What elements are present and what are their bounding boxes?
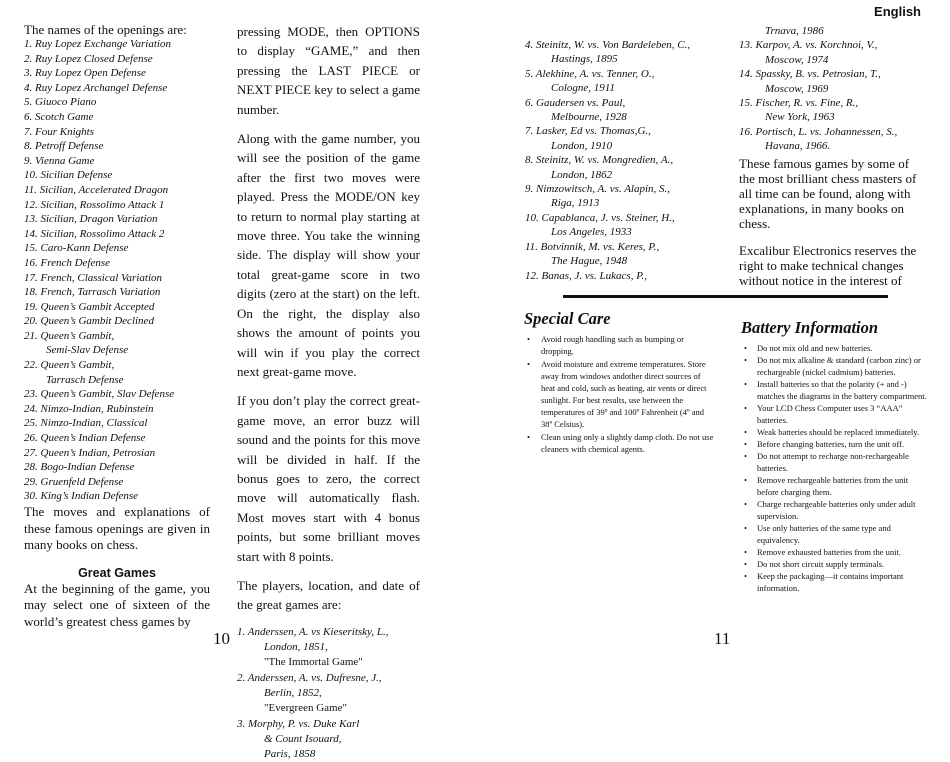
special-care-title: Special Care [524, 309, 611, 328]
list-item: • Install batteries so that the polarity (+ and -) matches the diagrams in the battery compartment. [741, 378, 931, 402]
list-item: • Clean using only a slightly damp cloth. Do not use cleaners with chemical agents. [524, 431, 714, 455]
list-item: • Use only batteries of the same type and equivalency. [741, 522, 931, 546]
game-item-detail: London, 1910 [551, 139, 613, 152]
opening-item: 11. Sicilian, Accelerated Dragon [24, 183, 169, 196]
list-item: • Do not attempt to recharge non-rechargeable batteries. [741, 450, 931, 474]
game-item: 1. Anderssen, A. vs Kieseritsky, L., [237, 625, 389, 638]
opening-item: 9. Vienna Game [24, 154, 95, 167]
page-number-10: 10 [213, 629, 230, 648]
game-item: 6. Gaudersen vs. Paul, [525, 96, 626, 109]
battery-info-list [741, 342, 931, 594]
list-item: • Before changing batteries, turn the unit off. [741, 438, 931, 450]
list-item: • Your LCD Chess Computer uses 3 “AAA” batteries. [741, 402, 931, 426]
opening-item: 14. Sicilian, Rossolimo Attack 2 [24, 227, 165, 240]
opening-item: 5. Giuoco Piano [24, 96, 97, 109]
game-item: 9. Nimzowitsch, A. vs. Alapin, S., [525, 183, 671, 196]
games-summary: These famous games by some of the most brilliant chess masters of all time can be found, along with explanations, in many books on chess. [739, 155, 917, 231]
list-item: • Weak batteries should be replaced immediately. [741, 426, 931, 438]
opening-item: 21. Queen’s Gambit, [24, 329, 115, 342]
game-item-detail: Paris, 1858 [264, 748, 316, 761]
game-item: 2. Anderssen, A. vs. Dufresne, J., [237, 671, 382, 684]
opening-item: 8. Petroff Defense [24, 140, 104, 153]
game-item-detail: Los Angeles, 1933 [551, 226, 632, 239]
game-item: 11. Botvinnik, M. vs. Keres, P., [525, 240, 660, 253]
opening-item-continued: Semi-Slav Defense [46, 344, 129, 357]
page11-column1 [525, 38, 735, 283]
openings-list [24, 37, 210, 504]
special-care-section [524, 310, 714, 456]
list-item: • Charge rechargeable batteries only under adult supervision. [741, 498, 931, 522]
section-divider [563, 295, 888, 298]
game-item-detail: London, 1862 [551, 168, 613, 181]
game-item: 8. Steinitz, W. vs. Mongredien, A., [525, 154, 674, 167]
page11-column2 [739, 24, 919, 288]
opening-item: 6. Scotch Game [24, 110, 94, 123]
game-item: 14. Spassky, B. vs. Petrosian, T., [739, 68, 881, 81]
opening-item: 26. Queen’s Indian Defense [24, 432, 146, 445]
great-games-players-intro: The players, location, and date of the great games are: [237, 577, 420, 613]
game-item-detail: Moscow, 1969 [765, 82, 829, 95]
game-item-detail: Riga, 1913 [551, 197, 600, 210]
game-item-detail: Cologne, 1911 [551, 82, 615, 95]
game-item-nickname: "The Immortal Game" [264, 656, 363, 669]
opening-item: 4. Ruy Lopez Archangel Defense [24, 81, 168, 94]
great-games-list [237, 625, 420, 762]
list-item: • Remove exhausted batteries from the unit. [741, 546, 931, 558]
game-item-detail: Moscow, 1974 [765, 53, 829, 66]
game-item: 10. Capablanca, J. vs. Steiner, H., [525, 211, 675, 224]
page10-column1 [24, 22, 210, 630]
opening-item: 27. Queen’s Indian, Petrosian [24, 446, 156, 459]
game-item: 3. Morphy, P. vs. Duke Karl [237, 717, 360, 730]
opening-item: 13. Sicilian, Dragon Variation [24, 213, 158, 226]
game-item: 12. Banas, J. vs. Lukacs, P., [525, 269, 648, 282]
opening-item: 24. Nimzo-Indian, Rubinstein [24, 402, 154, 415]
opening-item: 23. Queen’s Gambit, Slav Defense [24, 388, 175, 401]
list-item: • Keep the packaging—it contains important information. [741, 570, 931, 594]
game-item-detail: Berlin, 1852, [264, 686, 322, 699]
game-item-detail: The Hague, 1948 [551, 255, 628, 268]
opening-item: 25. Nimzo-Indian, Classical [24, 417, 148, 430]
list-item: • Do not short circuit supply terminals. [741, 558, 931, 570]
list-item: • Do not mix alkaline & standard (carbon zinc) or rechargeable (nickel cadmium) batteries. [741, 354, 931, 378]
game-item-detail: Hastings, 1895 [551, 53, 618, 66]
page10-column2 [237, 22, 420, 762]
game-item-detail: London, 1851, [264, 641, 328, 654]
game-item-detail: Melbourne, 1928 [551, 111, 627, 124]
opening-item: 12. Sicilian, Rossolimo Attack 1 [24, 198, 165, 211]
game-item: 16. Portisch, L. vs. Johannessen, S., [739, 125, 898, 138]
list-item: • Avoid moisture and extreme temperatures. Store away from windows andother direct sources of heat and cold, such as heating, air vents or direct sunlight. For best results, use between the temperatures of 39º and 100º Fahrenheit (4º and 38º Celsius). [524, 358, 714, 430]
opening-item: 15. Caro-Kann Defense [24, 242, 129, 255]
game-item: 4. Steinitz, W. vs. Von Bardeleben, C., [525, 39, 691, 51]
opening-item-continued: Tarrasch Defense [46, 373, 124, 386]
opening-item: 18. French, Tarrasch Variation [24, 286, 161, 299]
opening-item: 29. Gruenfeld Defense [24, 475, 124, 488]
game-item-nickname: "Evergreen Game" [264, 702, 347, 715]
great-games-error-rules: If you don’t play the correct great-game move, an error buzz will sound and the points for this move will be divided in half. If the bonus goes to zero, the correct move will automatically flash. Most moves start with 4 bonus points, but some brilliant moves start with 8 points. [237, 393, 420, 564]
excalibur-note: Excalibur Electronics reserves the right to make technical changes without notice in the interest of [739, 242, 917, 288]
opening-item: 17. French, Classical Variation [24, 271, 163, 284]
opening-item: 2. Ruy Lopez Closed Defense [24, 52, 153, 65]
list-item: • Avoid rough handling such as bumping or dropping. [524, 333, 714, 357]
opening-item: 16. French Defense [24, 256, 111, 269]
list-item: • Remove rechargeable batteries from the unit before charging them. [741, 474, 931, 498]
game-item: 15. Fischer, R. vs. Fine, R., [739, 97, 859, 110]
special-care-list [524, 333, 714, 455]
game-item-detail: Havana, 1966. [765, 140, 831, 153]
game-item-detail: New York, 1963 [765, 111, 835, 124]
opening-item: 7. Four Knights [24, 125, 94, 138]
battery-info-title: Battery Information [741, 318, 879, 337]
game-item: 5. Alekhine, A. vs. Tenner, O., [525, 67, 655, 80]
openings-summary: The moves and explanations of these famous openings are given in many books on chess. [24, 504, 210, 552]
opening-item: 22. Queen’s Gambit, [24, 359, 115, 372]
game-item: 13. Karpov, A. vs. Korchnoi, V., [739, 39, 878, 52]
opening-item: 20. Queen’s Gambit Declined [24, 315, 154, 328]
great-games-intro: At the beginning of the game, you may select one of sixteen of the world’s greatest chess games by [24, 580, 210, 629]
opening-item: 28. Bogo-Indian Defense [24, 461, 135, 474]
opening-item: 10. Sicilian Defense [24, 169, 113, 182]
game-item-detail: Trnava, 1986 [765, 25, 824, 37]
opening-item: 30. King’s Indian Defense [24, 490, 139, 503]
opening-item: 1. Ruy Lopez Exchange Variation [24, 38, 171, 50]
great-games-instructions: pressing MODE, then OPTIONS to display “GAME,” and then pressing the LAST PIECE or NEXT PIECE key to select a game number. [237, 24, 420, 117]
great-games-scoring: Along with the game number, you will see the position of the game after the first two moves were played. Press the MODE/ON key to return to normal play starting at move three. You take the winning side. The display will show your total great-game score in two digits (zero at the start) on the left. On the right, the display also shows the amount of points you will win if you play the correct next great-game move. [237, 131, 420, 379]
great-games-heading: Great Games [78, 565, 156, 580]
list-item: • Do not mix old and new batteries. [741, 342, 931, 354]
opening-item: 19. Queen’s Gambit Accepted [24, 300, 155, 313]
game-item-detail: & Count Isouard, [264, 732, 342, 745]
page-number-11: 11 [714, 629, 731, 648]
battery-info-section [741, 319, 931, 594]
openings-intro: The names of the openings are: [24, 22, 187, 37]
game-item: 7. Lasker, Ed vs. Thomas,G., [525, 125, 651, 138]
language-label: English [874, 4, 921, 19]
opening-item: 3. Ruy Lopez Open Defense [24, 67, 146, 80]
